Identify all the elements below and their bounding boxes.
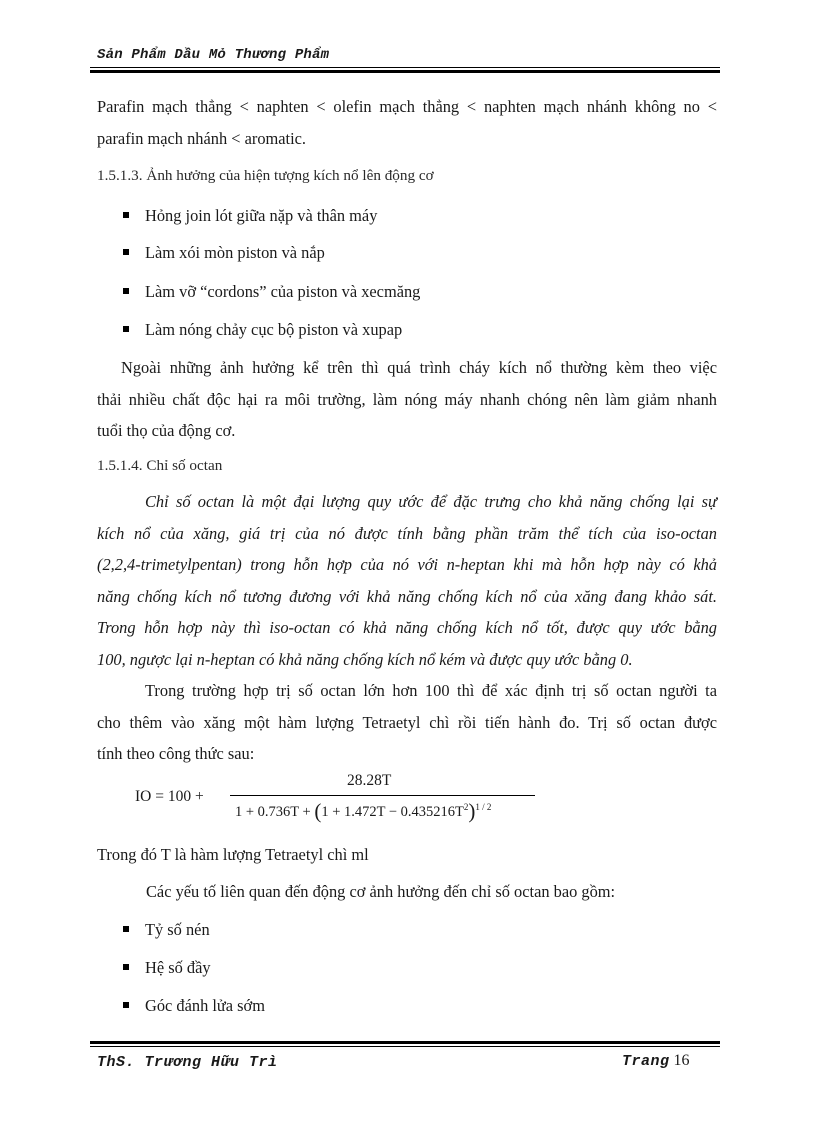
- formula-lhs: IO = 100 +: [135, 788, 204, 805]
- factors-intro: Các yếu tố liên quan đến động cơ ảnh hưởng đến chỉ số octan bao gồm:: [146, 882, 616, 901]
- denominator-part-a: 1 + 0.736T +: [235, 804, 315, 820]
- bullet-icon: [123, 288, 129, 294]
- left-paren: (: [314, 799, 322, 823]
- knock-para-line-1: Ngoài những ảnh hưởng kể trên thì quá trình cháy kích nổ thường kèm theo việc: [121, 358, 717, 377]
- knock-para-line-3: tuổi thọ của động cơ.: [97, 421, 236, 440]
- definition-line: kích nổ của xăng, giá trị của nó được tính bằng phần trăm thể tích của iso-octan: [97, 523, 717, 543]
- intro-line-1: Parafin mạch thẳng < naphten < olefin mạch thẳng < naphten mạch nhánh không no <: [97, 97, 717, 116]
- header-rule-thick: [90, 70, 720, 73]
- definition-line: Chỉ số octan là một đại lượng quy ước để đặc trưng cho khả năng chống lại sự: [145, 492, 717, 511]
- octane-definition-paragraph: [97, 486, 717, 675]
- denominator-part-b: 1 + 1.472T − 0.435216T: [321, 804, 464, 820]
- knock-effects-paragraph: [97, 352, 717, 447]
- bullet-item: Hệ số đầy: [123, 958, 211, 978]
- section-heading-octane: 1.5.1.4. Chỉ số octan: [97, 457, 223, 474]
- header-rule-thin: [90, 67, 720, 68]
- bullet-icon: [123, 926, 129, 932]
- bullet-icon: [123, 964, 129, 970]
- bullet-icon: [123, 326, 129, 332]
- page-label: Trang: [622, 1053, 670, 1070]
- calc-line: tính theo công thức sau:: [97, 744, 255, 763]
- bullet-item: Làm xói mòn piston và nắp: [123, 243, 325, 263]
- definition-line: 100, ngược lại n-heptan có khả năng chống kích nổ kém và được quy ước bằng 0.: [97, 649, 633, 669]
- footer-author: ThS. Trương Hữu Trì: [97, 1054, 278, 1071]
- formula-numerator: 28.28T: [347, 772, 392, 789]
- footer-page-number: [622, 1052, 690, 1070]
- intro-line-2: parafin mạch nhánh < aromatic.: [97, 128, 307, 148]
- intro-paragraph: [97, 91, 717, 154]
- inner-exponent: 2: [463, 802, 469, 813]
- definition-line: (2,2,4-trimetylpentan) trong hỗn hợp của nó với n-heptan khi mà hỗn hợp này có khả: [97, 555, 717, 574]
- section-heading-knock: 1.5.1.3. Ảnh hưởng của hiện tượng kích nổ lên động cơ: [97, 167, 434, 184]
- definition-line: năng chống kích nổ tương đương với khả năng chống kích nổ của xăng đang khảo sát.: [97, 586, 717, 606]
- definition-line: Trong hỗn hợp này thì iso-octan có khả năng chống kích nổ tốt, được quy ước bằng: [97, 618, 717, 637]
- fraction-bar: [230, 795, 535, 796]
- footer-rule-thin: [90, 1046, 720, 1047]
- calc-line: cho thêm vào xăng một hàm lượng Tetraetyl chì rồi tiến hành đo. Trị số octan được: [97, 712, 717, 732]
- outer-exponent: 1 / 2: [475, 802, 492, 813]
- footer-rule-thick: [90, 1041, 720, 1044]
- bullet-icon: [123, 212, 129, 218]
- bullet-item: Làm vỡ “cordons” của piston và xecmăng: [123, 282, 420, 302]
- octane-formula: [135, 772, 535, 835]
- page-number: 16: [673, 1052, 690, 1069]
- octane-calc-paragraph: [97, 675, 717, 770]
- formula-where-line: Trong đó T là hàm lượng Tetraetyl chì ml: [97, 845, 369, 864]
- formula-denominator: [235, 799, 491, 824]
- bullet-icon: [123, 1002, 129, 1008]
- header-title: Sản Phẩm Dầu Mỏ Thương Phẩm: [97, 47, 330, 63]
- bullet-icon: [123, 249, 129, 255]
- calc-line: Trong trường hợp trị số octan lớn hơn 100 thì để xác định trị số octan người ta: [145, 681, 717, 700]
- bullet-item: Tỷ số nén: [123, 920, 210, 940]
- bullet-item: Hỏng join lót giữa nặp và thân máy: [123, 206, 377, 226]
- bullet-item: Làm nóng chảy cục bộ piston và xupap: [123, 320, 402, 340]
- right-paren: ): [468, 799, 476, 823]
- knock-para-line-2: thải nhiều chất độc hại ra môi trường, làm nóng máy nhanh chóng nên làm giảm nhanh: [97, 389, 717, 409]
- bullet-item: Góc đánh lửa sớm: [123, 996, 265, 1016]
